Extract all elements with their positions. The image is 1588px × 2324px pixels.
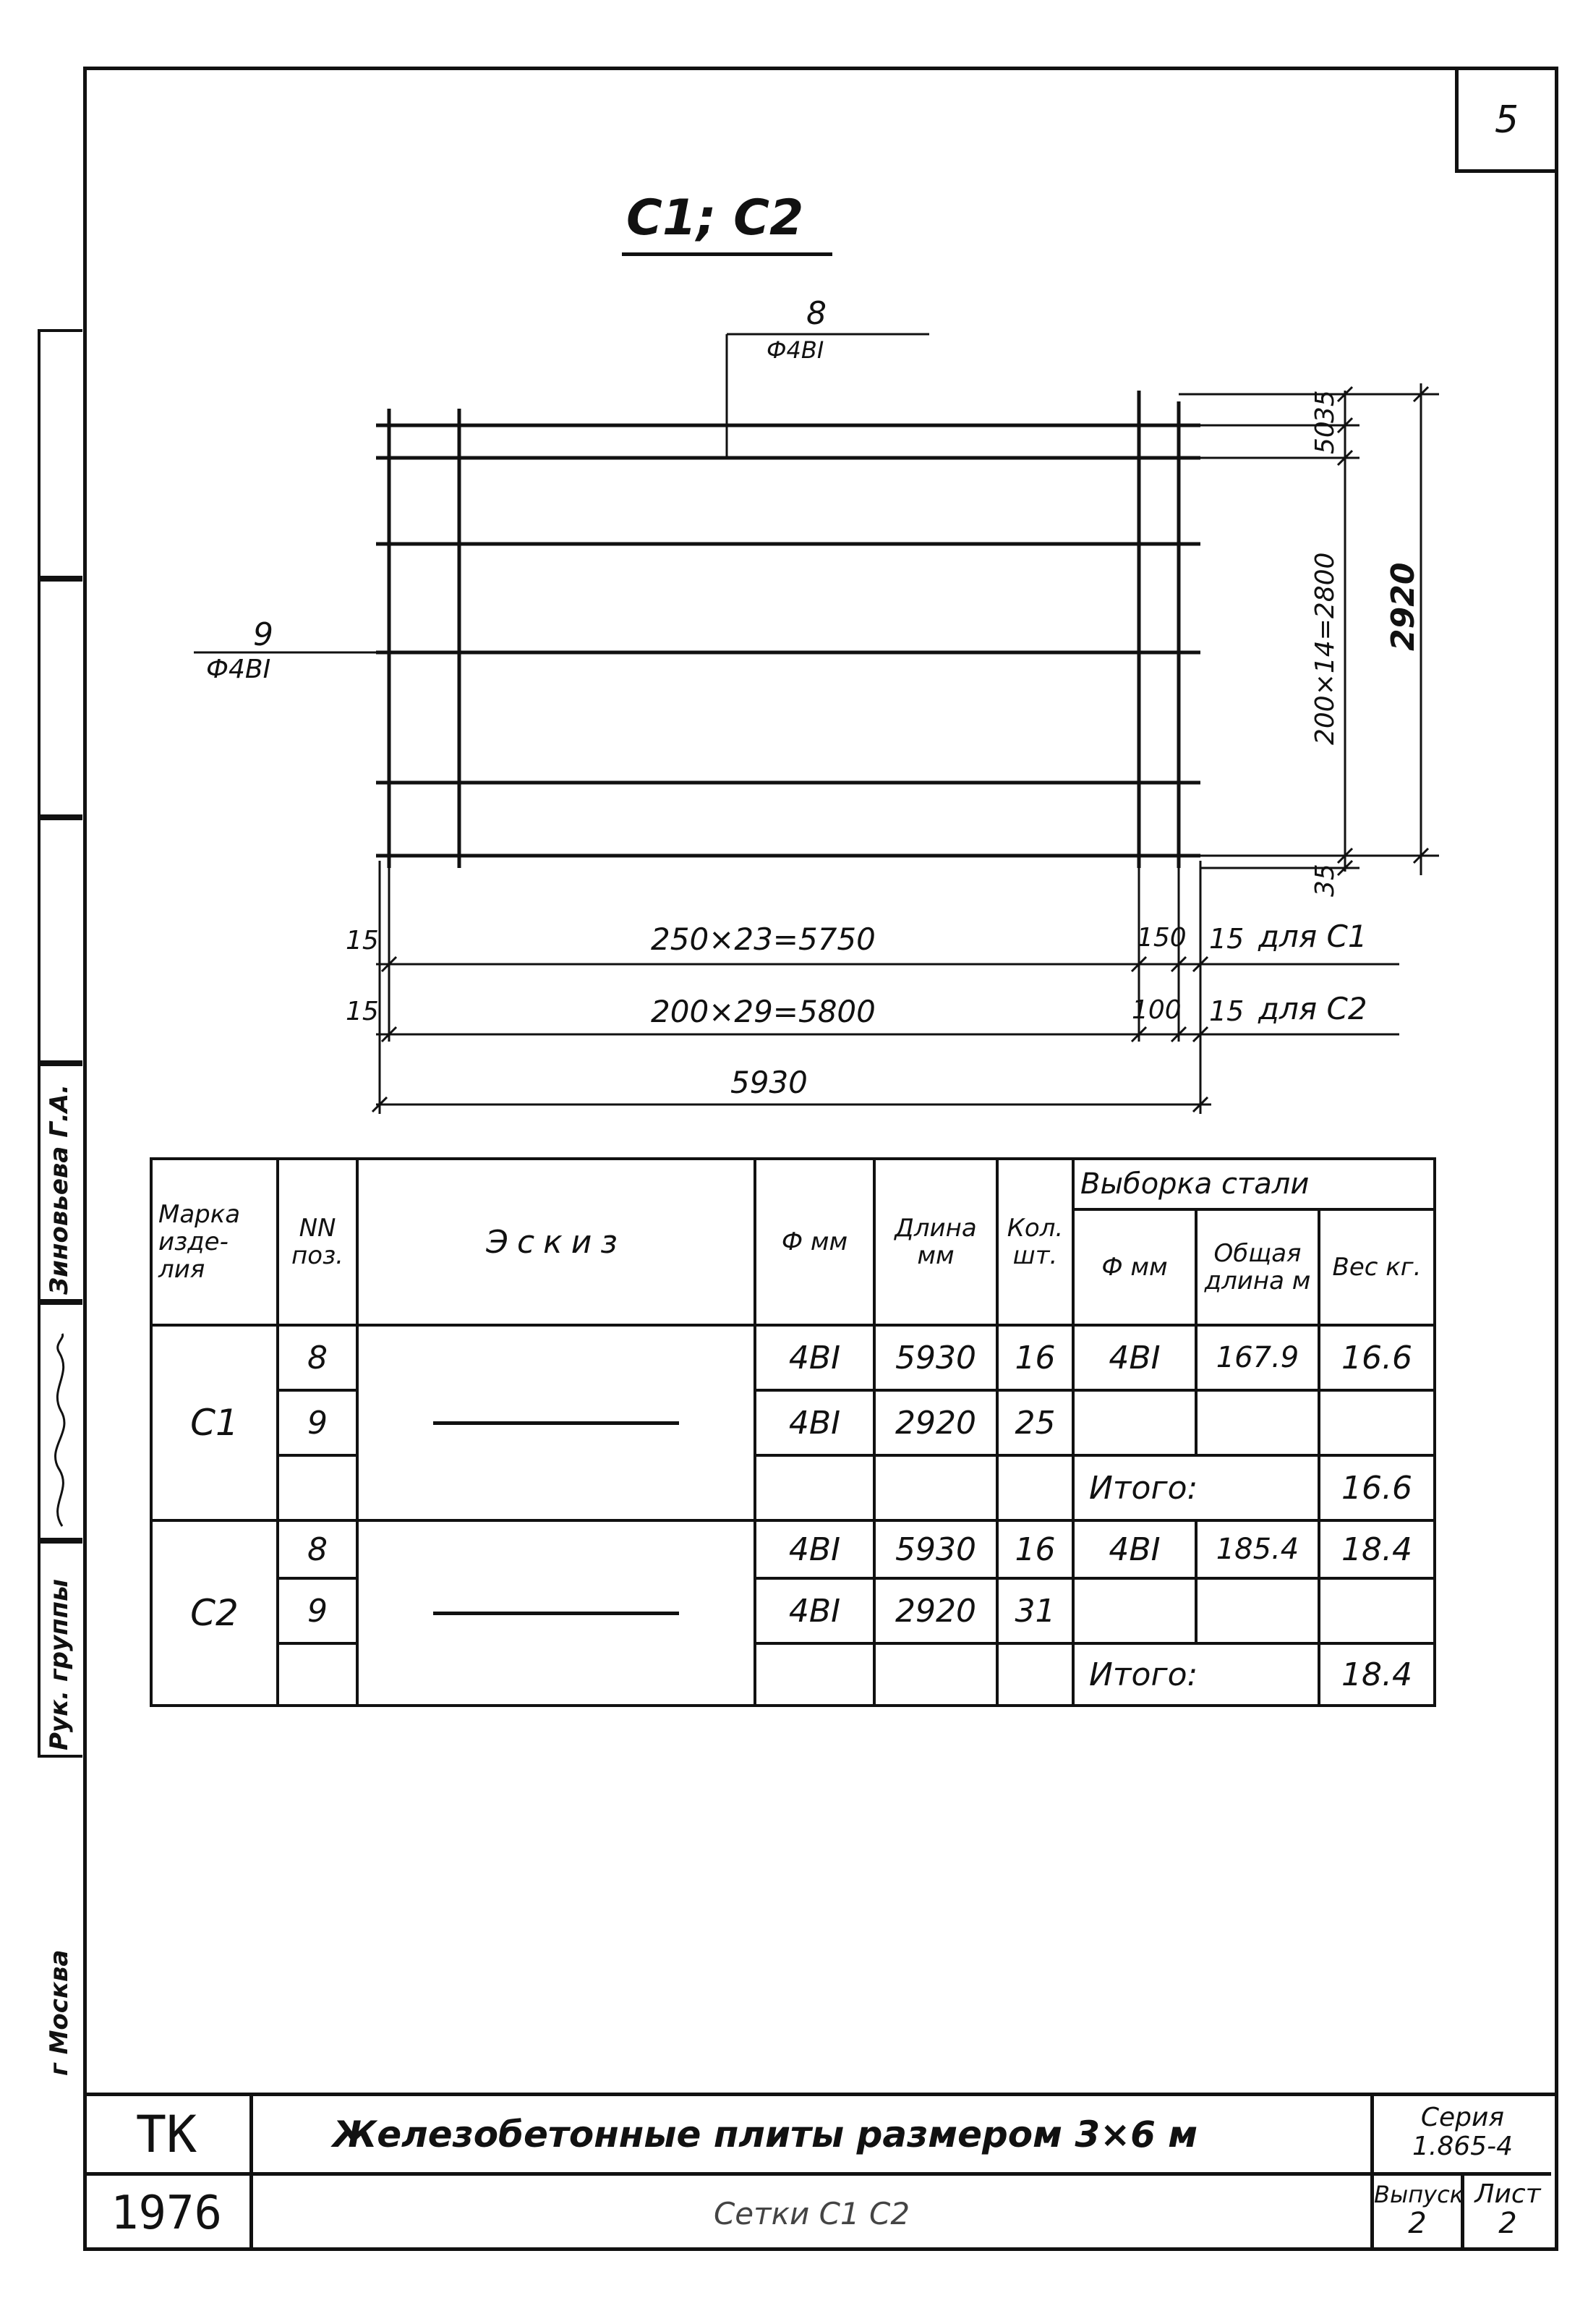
- side-strip-cell: [38, 817, 82, 1063]
- c1-dia-8: 4ВI: [755, 1325, 874, 1390]
- c2-length-8: 5930: [874, 1520, 997, 1578]
- c1-right-edge: 15: [1209, 923, 1245, 955]
- c1-sel-weight: 16.6: [1319, 1325, 1435, 1390]
- c2-sel-dia: 4ВI: [1073, 1520, 1196, 1578]
- c1-total-label: Итого:: [1073, 1455, 1319, 1520]
- c2-sel-weight: 18.4: [1319, 1520, 1435, 1578]
- mesh-drawing: [0, 0, 1588, 1157]
- c2-right-gap: 100: [1132, 995, 1182, 1025]
- c1-sel-dia: 4ВI: [1073, 1325, 1196, 1390]
- dim-50: 50: [1310, 421, 1340, 454]
- header-sel-weight: Вес кг.: [1319, 1209, 1435, 1325]
- c2-length-9: 2920: [874, 1578, 997, 1643]
- header-mark: Марка изде- лия: [151, 1159, 278, 1325]
- c2-mark: С2: [151, 1520, 278, 1706]
- title-block: [83, 2093, 1558, 2251]
- stamp-subtitle: Сетки С1 С2: [253, 2176, 1374, 2251]
- c2-dia-empty: [755, 1643, 874, 1706]
- c1-sel-len: 167.9: [1196, 1325, 1319, 1390]
- c2-pos-8: 8: [278, 1520, 357, 1578]
- stamp-org: ТК: [83, 2096, 253, 2176]
- c2-sel-len: 185.4: [1196, 1520, 1319, 1578]
- c2-sketch-bar: [433, 1612, 679, 1615]
- dim-total-height: 2920: [1385, 562, 1422, 651]
- sheet-number: 5: [1494, 98, 1519, 142]
- side-group-head: Рук. группы: [45, 1579, 74, 1750]
- header-sel-total-length: Общая длина м: [1196, 1209, 1319, 1325]
- c1-length-9: 2920: [874, 1390, 997, 1455]
- side-city: г Москва: [45, 1949, 74, 2076]
- c1-pos-8: 8: [278, 1325, 357, 1390]
- c2-sel-dia-2: [1073, 1578, 1196, 1643]
- c1-span: 250×23=5750: [651, 921, 876, 957]
- header-sel-dia: Ф мм: [1073, 1209, 1196, 1325]
- header-dia: Ф мм: [755, 1159, 874, 1325]
- c1-right-gap: 150: [1137, 923, 1187, 953]
- c2-sketch: [357, 1520, 755, 1706]
- stamp-sheet-label: Лист: [1474, 2179, 1541, 2209]
- c2-length-empty: [874, 1643, 997, 1706]
- c1-sketch-bar: [433, 1421, 679, 1425]
- dim-total-length: 5930: [730, 1065, 808, 1100]
- left-leader-pos: 9: [253, 616, 273, 653]
- c2-pos-empty: [278, 1643, 357, 1706]
- stamp-sheet-value: 2: [1498, 2207, 1517, 2240]
- c2-total-value: 18.4: [1319, 1643, 1435, 1706]
- c1-total-value: 16.6: [1319, 1455, 1435, 1520]
- c2-qty-8: 16: [997, 1520, 1073, 1578]
- c1-sketch: [357, 1325, 755, 1520]
- c2-note: для С2: [1258, 991, 1367, 1026]
- stamp-issue-value: 2: [1408, 2207, 1427, 2240]
- dim-top-35: 35: [1310, 390, 1340, 423]
- c1-note: для С1: [1258, 919, 1367, 954]
- stamp-series-label: Серия: [1420, 2103, 1505, 2132]
- c2-span: 200×29=5800: [651, 994, 876, 1029]
- left-leader-bar: Ф4ВI: [206, 655, 271, 684]
- stamp-series-cell: [1374, 2096, 1551, 2176]
- c1-pos-empty: [278, 1455, 357, 1520]
- c2-right-edge: 15: [1209, 995, 1245, 1027]
- side-strip-cell: [38, 329, 82, 579]
- c1-length-8: 5930: [874, 1325, 997, 1390]
- top-leader-bar: Ф4ВI: [767, 336, 824, 364]
- stamp-year: 1976: [83, 2176, 253, 2251]
- c2-pos-9: 9: [278, 1578, 357, 1643]
- c1-qty-9: 25: [997, 1390, 1073, 1455]
- c1-sel-dia-2: [1073, 1390, 1196, 1455]
- header-qty: Кол. шт.: [997, 1159, 1073, 1325]
- top-leader-pos: 8: [806, 295, 827, 332]
- c1-dia-9: 4ВI: [755, 1390, 874, 1455]
- header-pos: NN поз.: [278, 1159, 357, 1325]
- c2-dia-9: 4ВI: [755, 1578, 874, 1643]
- c1-mark: С1: [151, 1325, 278, 1520]
- c1-qty-empty: [997, 1455, 1073, 1520]
- c2-sel-weight-2: [1319, 1578, 1435, 1643]
- c1-dia-empty: [755, 1455, 874, 1520]
- stamp-main-title: Железобетонные плиты размером 3×6 м: [253, 2096, 1374, 2176]
- dim-bottom-35: 35: [1310, 864, 1340, 897]
- steel-spec-table: [150, 1157, 1436, 1707]
- c2-dia-8: 4ВI: [755, 1520, 874, 1578]
- stamp-series-value: 1.865-4: [1412, 2132, 1513, 2161]
- header-selection: Выборка стали: [1073, 1159, 1435, 1209]
- c2-left-edge: 15: [346, 997, 379, 1026]
- side-author: Зиновьева Г.А.: [45, 1084, 74, 1295]
- signature-scribble: [40, 1331, 80, 1533]
- c2-qty-empty: [997, 1643, 1073, 1706]
- c1-pos-9: 9: [278, 1390, 357, 1455]
- stamp-sheet-cell: [1464, 2176, 1551, 2251]
- stamp-issue-cell: [1374, 2176, 1464, 2251]
- c2-qty-9: 31: [997, 1578, 1073, 1643]
- side-strip-cell: [38, 579, 82, 817]
- c1-sel-len-2: [1196, 1390, 1319, 1455]
- c1-sel-weight-2: [1319, 1390, 1435, 1455]
- c2-sel-len-2: [1196, 1578, 1319, 1643]
- c2-total-label: Итого:: [1073, 1643, 1319, 1706]
- header-sketch: Эскиз: [357, 1159, 755, 1325]
- c1-length-empty: [874, 1455, 997, 1520]
- c1-qty-8: 16: [997, 1325, 1073, 1390]
- stamp-issue-label: Выпуск: [1374, 2181, 1464, 2208]
- c1-left-edge: 15: [346, 926, 379, 955]
- header-length: Длина мм: [874, 1159, 997, 1325]
- drawing-title: C1; C2: [622, 190, 832, 256]
- dim-vertical-span: 200×14=2800: [1310, 552, 1340, 745]
